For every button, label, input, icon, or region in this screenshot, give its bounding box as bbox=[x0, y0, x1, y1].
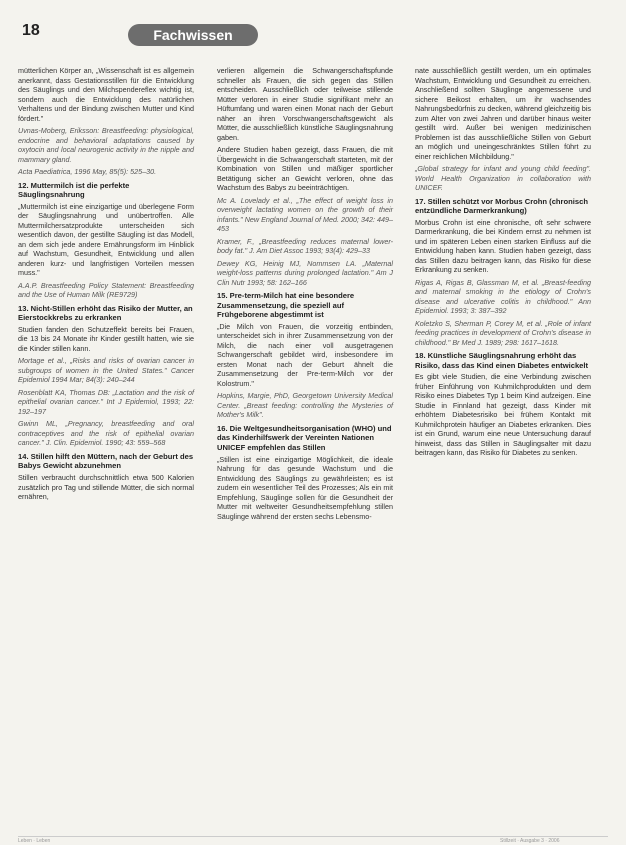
section-heading: 12. Muttermilch ist die perfekte Säuglingsnahrung bbox=[18, 180, 130, 200]
body-text: „Die Milch von Frauen, die vorzeitig entbinden, unterscheidet sich in ihrer Zusammensetzung von der Milch, die nach einer voll ausgetragenen Schwangerschaft gebildet wird, insbesondere im ersten Monat nach der Geburt ähnelt die Zusammensetzung der Pre-term-Milch vor der Kolostrum." bbox=[217, 321, 393, 388]
column-middle bbox=[217, 66, 393, 524]
body-text: nate ausschließlich gestillt werden, um ein optimales Wachstum, Entwicklung und Gesundheit zu erreichen. Anschließend sollten Säuglinge angemessene und sichere Beikost erhalten, um ihr wachsendes Nahrungsbedürfnis zu decken, während gleichzeitig bis zum Alter von zwei Jahren und darüber hinaus weiter gestillt wird. Außer bei wenigen medizinischen Problemen ist das ausschließliche Stillen von Geburt an möglich und uneingeschränktes Stillen führt zu einer reichlichen Milchbildung." bbox=[415, 66, 591, 161]
section-heading: 16. Die Weltgesundheitsorganisation (WHO) und das Kinderhilfswerk der Vereinten Nationen UNICEF empfehlen das Stillen bbox=[217, 423, 392, 452]
body-text: Andere Studien haben gezeigt, dass Frauen, die mit Übergewicht in die Schwangerschaft starteten, mit der Kombination von Stillen und mäßiger sportlicher Betätigung sicher an Gewicht verloren, ohne das Wachstum des Babys zu beeinträchtigen. bbox=[217, 145, 393, 192]
citation: Dewey KG, Heinig MJ, Nommsen LA. „Maternal weight-loss patterns during prolonged lactation." Am J Clin Nutr 1993; 58: 162–166 bbox=[217, 258, 393, 287]
citation: Hopkins, Margie, PhD, Georgetown University Medical Center. „Breast feeding: controlling the Mysteries of Mother's Milk". bbox=[217, 391, 393, 420]
body-text: „Muttermilch ist eine einzigartige und überlegene Form der Säuglingsnahrung und unübertroffen. Alle Muttermilchersatzprodukte unterscheiden sich wesentlich davon, der gestillte Säugling ist das Modell, an dem sich jede andere Ernährungsform im Hinblick auf Wachstum, Gesundheit, Entwicklung und allen anderen kurz- und langfristigen Vorteilen messen muss." bbox=[18, 201, 194, 278]
section-heading: 14. Stillen hilft den Müttern, nach der Geburt des Babys Gewicht abzunehmen bbox=[18, 451, 194, 471]
page-number: 18 bbox=[22, 22, 40, 39]
citation: Rigas A, Rigas B, Glassman M, et al. „Breast-feeding and maternal smoking in the etiology of Crohn's disease and ulcerative colitis in childhood." Ann Epidemiol. 1993; 3: 387–392 bbox=[415, 277, 591, 316]
body-text: Es gibt viele Studien, die eine Verbindung zwischen früher Einführung von Kuhmilchprodukten und dem Risiko eines Diabetes Typ 1 beim Kind aufzeigen. Eine Studie in Finnland hat gezeigt, dass Kinder mit erhöhtem Diabetesrisiko bei frühem Kontakt mit Kuhmilchprotein häufiger an Diabetes erkranken. Dies ist ein Grund, warum eine neue Untersuchung darauf hinweist, dass das Stillen in Säuglingsalter mit dazu beitragen kann, das Risiko für Diabetes zu senken. bbox=[415, 372, 591, 458]
footer-rule bbox=[18, 836, 608, 837]
column-left bbox=[18, 66, 194, 505]
column-right bbox=[415, 66, 591, 461]
section-heading: 13. Nicht-Stillen erhöht das Risiko der Mutter, an Eierstockkrebs zu erkranken bbox=[18, 303, 193, 323]
citation: Uvnas-Moberg, Eriksson: Breastfeeding: physiological, endocrine and behavioral adaptations caused by oxytocin and local neurogenic activity in the nipple and mammary gland. bbox=[18, 126, 194, 164]
citation: A.A.P. Breastfeeding Policy Statement: Breastfeeding and the Use of Human Milk (RE9729) bbox=[18, 280, 194, 300]
body-text: „Stillen ist eine einzigartige Möglichkeit, die ideale Nahrung für das gesunde Wachstum und die Entwicklung des Säuglings zu gewährleisten; es ist zudem ein wesentlicher Teil des Prozesses; Als ein mit Empfehlung, Säuglinge sollen für die Gesundheit der Mutter mit weltweiter Gesundheitsempfehlung stillen Säuglinge während der ersten sechs Lebensmo- bbox=[217, 454, 393, 521]
citation: Koletzko S, Sherman P, Corey M, et al. „Role of infant feeding practices in development of Crohn's disease in childhood." Br Med J. 1989; 298: 1617–1618. bbox=[415, 318, 591, 347]
section-pill: Fachwissen bbox=[128, 24, 258, 46]
body-text: mütterlichen Körper an, „Wissenschaft ist es allgemein anerkannt, dass Gestationsstillen für die Entwicklung des Säuglings und den Milchspendereflex wichtig ist, sondern auch die Entwicklung des natürlichen Verhaltens und der Bindung zwischen Mutter und Kind fördert." bbox=[18, 66, 194, 123]
citation: „Global strategy for infant and young child feeding". World Health Organization in collaboration with UNICEF. bbox=[415, 164, 591, 192]
citation: Rosenblatt KA, Thomas DB: „Lactation and the risk of epithelial ovarian cancer." Int J Epidemiol, 1993; 22: 192–197 bbox=[18, 387, 194, 416]
body-text: Stillen verbraucht durchschnittlich etwa 500 Kalorien zusätzlich pro Tag und stillende Mütter, die sich normal ernähren, bbox=[18, 473, 194, 502]
body-text: Studien fanden den Schutzeffekt bereits bei Frauen, die 13 bis 24 Monate ihr Kinder gestillt hatten, wie sie die Kinder stillen kann. bbox=[18, 324, 194, 353]
citation: Acta Paediatrica, 1996 May, 85(5): 525–30. bbox=[18, 167, 157, 176]
section-heading: 15. Pre-term-Milch hat eine besondere Zusammensetzung, die speziell auf Frühgeborene abgestimmt ist bbox=[217, 291, 355, 320]
citation: Mc A. Lovelady et al., „The effect of weight loss in overweight lactating women on the growth of their infants." New England Journal of Med. 2000; 342: 449–453 bbox=[217, 195, 393, 233]
footer-left: Leben · Leben bbox=[18, 838, 51, 844]
citation: Mortage et al., „Risks and risks of ovarian cancer in subgroups of women in the United States." Cancer Epidemiol 1994 Mar; 84(3): 240–244 bbox=[18, 356, 194, 385]
body-text: verlieren allgemein die Schwangerschaftspfunde schneller als Frauen, die sich gegen das Stillen entscheiden. Ausschließlich oder teilweise stillende Mütter verloren in einer Studie signifikant mehr an Hüftumfang und waren einen Monat nach der Geburt näher an ihren Vorschwangerschaftsgewicht als Mütter, die ausschließlich künstliche Säuglingsnahrung gaben. bbox=[217, 66, 393, 142]
body-text: Morbus Crohn ist eine chronische, oft sehr schwere Darmerkrankung, die bei Kindern ernst zu nehmen ist und im späteren Leben einen starken Einfluss auf die Entwicklung haben kann. Studien haben gezeigt, dass das Stillen dazu beitragen kann, das Risiko für diese Erkrankung zu senken. bbox=[415, 217, 591, 275]
section-heading: 18. Künstliche Säuglingsnahrung erhöht das Risiko, dass das Kind einen Diabetes entwickelt bbox=[415, 351, 589, 370]
citation: Kramer, F., „Breastfeeding reduces maternal lower-body fat." J. Am Diet Assoc 1993; 93(4): 429–33 bbox=[217, 236, 393, 255]
footer-right: Stillzeit · Ausgabe 3 · 2006 bbox=[500, 838, 560, 844]
section-heading: 17. Stillen schützt vor Morbus Crohn (chronisch entzündliche Darmerkrankung) bbox=[415, 196, 588, 216]
citation: Gwinn ML, „Pregnancy, breastfeeding and oral contraceptives and the risk of epithelial ovarian cancer." J. Clin. Epidemiol. 1990; 43: 559–568 bbox=[18, 419, 194, 448]
